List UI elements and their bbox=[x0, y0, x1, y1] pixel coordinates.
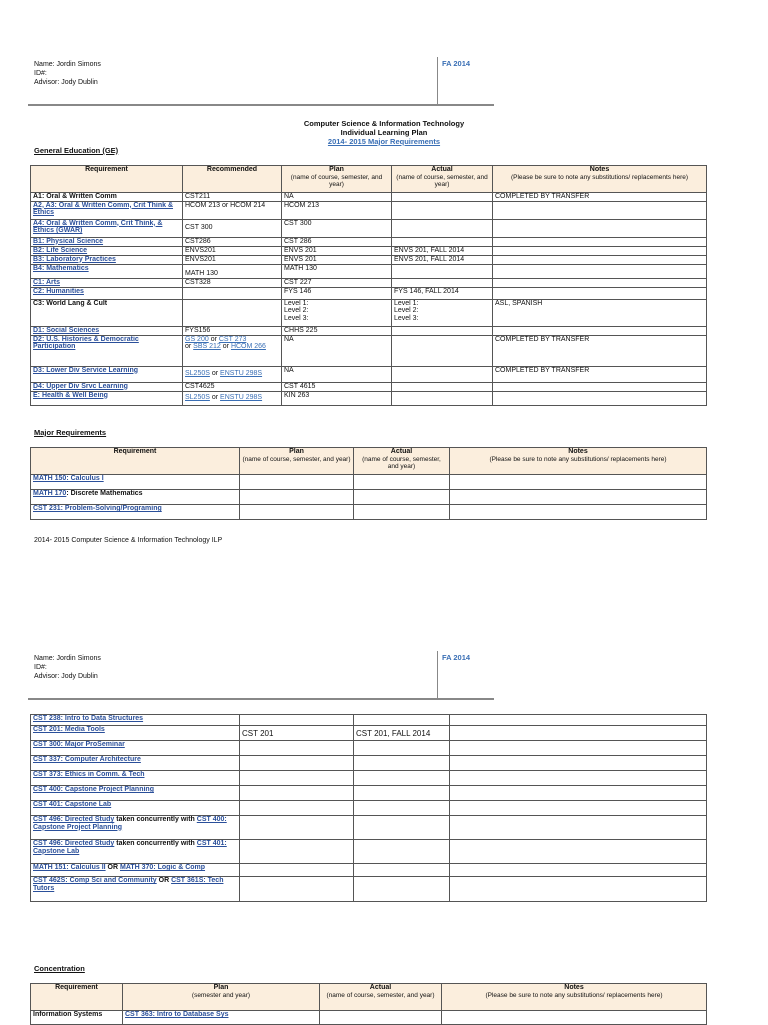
table-row bbox=[31, 382, 707, 391]
ge-table bbox=[30, 165, 707, 406]
table-row bbox=[31, 475, 707, 490]
table-row bbox=[31, 741, 707, 756]
notes-cell[interactable] bbox=[450, 786, 707, 801]
plan-cell[interactable]: NA bbox=[282, 366, 392, 382]
plan-cell[interactable] bbox=[240, 801, 354, 816]
plan-cell[interactable]: CHHS 225 bbox=[282, 326, 392, 335]
notes-cell[interactable] bbox=[450, 715, 707, 726]
table-row bbox=[31, 335, 707, 366]
table-row: MATH 151: Calculus II OR MATH 370: Logic & Comp bbox=[31, 864, 707, 877]
req-link[interactable]: CST 401: Capstone Lab bbox=[33, 801, 112, 808]
advisor-name: Advisor: Jody Dublin bbox=[34, 79, 98, 86]
plan-cell[interactable]: CST 300 bbox=[282, 219, 392, 237]
notes-cell[interactable] bbox=[450, 756, 707, 771]
actual-cell[interactable] bbox=[320, 1011, 442, 1025]
rec-cell: CST328 bbox=[183, 278, 282, 287]
rec-cell bbox=[183, 287, 282, 299]
plan-cell[interactable] bbox=[240, 877, 354, 902]
header-divider-horizontal bbox=[28, 104, 494, 106]
table-row: MATH 170: Discrete Mathematics bbox=[31, 490, 707, 505]
req-link[interactable]: CST 363: Intro to Database Sys bbox=[125, 1011, 229, 1018]
req-link[interactable]: CST 337: Computer Architecture bbox=[33, 756, 141, 763]
table-row bbox=[31, 287, 707, 299]
col-notes: Notes (Please be sure to note any substitutions/ replacements here) bbox=[442, 984, 707, 1011]
req-link[interactable]: MATH 151: Calculus II bbox=[33, 864, 106, 871]
table-row bbox=[31, 786, 707, 801]
rec-cell: ENVS201 bbox=[183, 246, 282, 255]
notes-cell[interactable] bbox=[493, 246, 707, 255]
rec-cell bbox=[183, 299, 282, 326]
plan-cell[interactable]: FYS 146 bbox=[282, 287, 392, 299]
plan-cell[interactable]: Level 1: Level 2: Level 3: bbox=[282, 299, 392, 326]
plan-cell[interactable] bbox=[240, 505, 354, 520]
actual-cell[interactable] bbox=[392, 219, 493, 237]
req-link[interactable]: MATH 170 bbox=[33, 490, 67, 497]
actual-cell[interactable] bbox=[354, 801, 450, 816]
req-link[interactable]: CST 231: Problem-Solving/Programing bbox=[33, 505, 162, 512]
actual-cell[interactable] bbox=[392, 201, 493, 219]
actual-cell[interactable]: FYS 146, FALL 2014 bbox=[392, 287, 493, 299]
actual-cell[interactable]: ENVS 201, FALL 2014 bbox=[392, 246, 493, 255]
req-link[interactable]: MATH 370: Logic & Comp bbox=[120, 864, 206, 871]
rec-cell: ENVS201 bbox=[183, 255, 282, 264]
plan-cell[interactable]: CST 201 bbox=[240, 726, 354, 741]
plan-cell[interactable]: MATH 130 bbox=[282, 264, 392, 278]
actual-cell[interactable] bbox=[392, 335, 493, 366]
table-row bbox=[31, 201, 707, 219]
actual-cell[interactable] bbox=[354, 715, 450, 726]
req-cell: Information Systems bbox=[31, 1011, 123, 1025]
notes-cell[interactable] bbox=[450, 816, 707, 840]
notes-cell[interactable] bbox=[493, 391, 707, 405]
notes-cell[interactable] bbox=[493, 382, 707, 391]
actual-cell[interactable]: CST 201, FALL 2014 bbox=[354, 726, 450, 741]
rec-cell: CST286 bbox=[183, 237, 282, 246]
notes-cell[interactable] bbox=[493, 264, 707, 278]
notes-cell[interactable] bbox=[493, 237, 707, 246]
table-row bbox=[31, 299, 707, 326]
major-header-row bbox=[31, 448, 707, 475]
table-row bbox=[31, 326, 707, 335]
table-row: CST 496: Directed Study taken concurrently with CST 400: Capstone Project Planning bbox=[31, 816, 707, 840]
req-link[interactable]: CST 400: Capstone Project Planning bbox=[33, 816, 227, 831]
student-info-page2 bbox=[34, 654, 101, 681]
student-id: ID#: bbox=[34, 664, 47, 671]
col-plan: Plan (name of course, semester, and year) bbox=[240, 448, 354, 475]
rec-cell: FYS156 bbox=[183, 326, 282, 335]
actual-cell[interactable] bbox=[392, 366, 493, 382]
actual-cell[interactable] bbox=[354, 786, 450, 801]
rec-cell: HCOM 213 or HCOM 214 bbox=[183, 201, 282, 219]
col-notes: Notes (Please be sure to note any substitutions/ replacements here) bbox=[450, 448, 707, 475]
col-actual: Actual (name of course, semester, and year) bbox=[320, 984, 442, 1011]
req-link[interactable]: B2: Life Science bbox=[33, 246, 88, 254]
notes-cell[interactable]: COMPLETED BY TRANSFER bbox=[493, 335, 707, 366]
notes-cell[interactable] bbox=[450, 726, 707, 741]
notes-cell[interactable] bbox=[442, 1011, 707, 1025]
concentration-header-row bbox=[31, 984, 707, 1011]
table-row bbox=[31, 726, 707, 741]
table-row bbox=[31, 1011, 707, 1025]
table-row: CST 496: Directed Study taken concurrently with CST 401: Capstone Lab bbox=[31, 840, 707, 864]
notes-cell[interactable] bbox=[493, 255, 707, 264]
actual-cell[interactable] bbox=[392, 326, 493, 335]
req-link[interactable]: CST 401: Capstone Lab bbox=[33, 840, 227, 855]
plan-cell[interactable] bbox=[240, 741, 354, 756]
notes-cell[interactable]: COMPLETED BY TRANSFER bbox=[493, 366, 707, 382]
title-line-1: Computer Science & Information Technology bbox=[303, 119, 465, 128]
col-recommended: Recommended bbox=[183, 166, 282, 193]
req-link[interactable]: A2, A3: Oral & Written Comm, Crit Think & Ethics bbox=[33, 201, 174, 216]
plan-cell[interactable]: KIN 263 bbox=[282, 391, 392, 405]
plan-cell[interactable] bbox=[240, 771, 354, 786]
title-link[interactable]: 2014- 2015 Major Requirements bbox=[327, 137, 441, 146]
student-info bbox=[34, 60, 101, 87]
notes-cell[interactable] bbox=[493, 201, 707, 219]
major-heading: Major Requirements bbox=[34, 428, 107, 437]
title-line-2: Individual Learning Plan bbox=[340, 128, 428, 137]
plan-cell[interactable]: NA bbox=[282, 193, 392, 202]
notes-cell[interactable]: COMPLETED BY TRANSFER bbox=[493, 193, 707, 202]
col-notes: Notes (Please be sure to note any substitutions/ replacements here) bbox=[493, 166, 707, 193]
req-link[interactable]: B1: Physical Science bbox=[33, 237, 104, 245]
req-cell: A1: Oral & Written Comm bbox=[31, 193, 183, 202]
actual-cell[interactable] bbox=[354, 490, 450, 505]
actual-cell[interactable] bbox=[392, 391, 493, 405]
rec-cell: CST4625 bbox=[183, 382, 282, 391]
rec-cell: CST211 bbox=[183, 193, 282, 202]
rec-cell: SL250S or ENSTU 298S bbox=[183, 391, 282, 405]
notes-cell[interactable] bbox=[450, 741, 707, 756]
table-row bbox=[31, 801, 707, 816]
advisor-name: Advisor: Jody Dublin bbox=[34, 673, 98, 680]
actual-cell[interactable] bbox=[392, 193, 493, 202]
actual-cell[interactable] bbox=[354, 756, 450, 771]
ge-heading: General Education (GE) bbox=[34, 146, 119, 155]
actual-cell[interactable] bbox=[392, 382, 493, 391]
notes-cell[interactable] bbox=[450, 505, 707, 520]
term-label: FA 2014 bbox=[442, 653, 471, 662]
req-link[interactable]: A4: Oral & Written Comm, Crit Think, & Ethics (GWAR) bbox=[33, 219, 163, 234]
plan-cell[interactable]: HCOM 213 bbox=[282, 201, 392, 219]
req-link[interactable]: D2: U.S. Histories & Democratic Participation bbox=[33, 335, 139, 350]
document-title bbox=[284, 119, 484, 146]
col-requirement: Requirement bbox=[31, 166, 183, 193]
plan-cell[interactable]: CST 286 bbox=[282, 237, 392, 246]
table-row bbox=[31, 278, 707, 287]
actual-cell[interactable] bbox=[392, 278, 493, 287]
req-link[interactable]: CST 373: Ethics in Comm. & Tech bbox=[33, 771, 145, 778]
req-link[interactable]: CST 496: Directed Study bbox=[33, 840, 115, 847]
table-row bbox=[31, 756, 707, 771]
plan-cell[interactable] bbox=[240, 756, 354, 771]
actual-cell[interactable] bbox=[354, 475, 450, 490]
table-row bbox=[31, 237, 707, 246]
plan-cell[interactable] bbox=[240, 864, 354, 877]
actual-cell[interactable] bbox=[354, 771, 450, 786]
plan-cell[interactable] bbox=[240, 786, 354, 801]
req-link[interactable]: D1: Social Sciences bbox=[33, 326, 100, 334]
req-link[interactable]: CST 400: Capstone Project Planning bbox=[33, 786, 154, 793]
rec-cell: CST 300 bbox=[183, 219, 282, 237]
actual-cell[interactable] bbox=[354, 877, 450, 902]
plan-cell[interactable] bbox=[240, 840, 354, 864]
col-plan: Plan (semester and year) bbox=[123, 984, 320, 1011]
req-link[interactable]: D4: Upper Div Srvc Learning bbox=[33, 382, 128, 390]
table-row bbox=[31, 771, 707, 786]
actual-cell[interactable] bbox=[354, 505, 450, 520]
req-link[interactable]: C2: Humanities bbox=[33, 287, 84, 295]
plan-cell[interactable]: ENVS 201 bbox=[282, 246, 392, 255]
notes-cell[interactable] bbox=[493, 278, 707, 287]
req-cell: C3: World Lang & Cult bbox=[31, 299, 183, 326]
plan-cell[interactable]: CST 4615 bbox=[282, 382, 392, 391]
plan-cell[interactable] bbox=[240, 490, 354, 505]
actual-cell[interactable] bbox=[354, 864, 450, 877]
actual-cell[interactable]: Level 1: Level 2: Level 3: bbox=[392, 299, 493, 326]
col-requirement: Requirement bbox=[31, 984, 123, 1011]
major-table-continued bbox=[30, 714, 707, 902]
notes-cell[interactable] bbox=[450, 840, 707, 864]
actual-cell[interactable] bbox=[354, 840, 450, 864]
ge-header-row bbox=[31, 166, 707, 193]
header-divider-vertical bbox=[437, 57, 438, 105]
notes-cell[interactable] bbox=[450, 490, 707, 505]
col-plan: Plan (name of course, semester, and year) bbox=[282, 166, 392, 193]
plan-cell[interactable]: ENVS 201 bbox=[282, 255, 392, 264]
plan-cell[interactable]: CST 227 bbox=[282, 278, 392, 287]
table-row bbox=[31, 193, 707, 202]
col-requirement: Requirement bbox=[31, 448, 240, 475]
actual-cell[interactable] bbox=[354, 741, 450, 756]
col-actual: Actual (name of course, semester, and year) bbox=[392, 166, 493, 193]
table-row bbox=[31, 219, 707, 237]
req-link[interactable]: C1: Arts bbox=[33, 278, 60, 286]
table-row bbox=[31, 505, 707, 520]
rec-cell: SL250S or ENSTU 298S bbox=[183, 366, 282, 382]
concentration-table bbox=[30, 983, 707, 1025]
actual-cell[interactable]: ENVS 201, FALL 2014 bbox=[392, 255, 493, 264]
notes-cell[interactable] bbox=[450, 864, 707, 877]
table-row bbox=[31, 264, 707, 278]
rec-cell: MATH 130 bbox=[183, 264, 282, 278]
notes-cell[interactable] bbox=[493, 219, 707, 237]
notes-cell[interactable] bbox=[450, 771, 707, 786]
req-link[interactable]: CST 361S: Tech Tutors bbox=[33, 877, 224, 892]
actual-cell[interactable] bbox=[354, 816, 450, 840]
term-label: FA 2014 bbox=[442, 59, 471, 68]
table-row bbox=[31, 391, 707, 405]
table-row bbox=[31, 255, 707, 264]
req-link[interactable]: B4: Mathematics bbox=[33, 264, 89, 272]
notes-cell[interactable] bbox=[450, 877, 707, 902]
req-link[interactable]: CST 462S: Comp Sci and Community bbox=[33, 877, 157, 884]
plan-cell[interactable] bbox=[240, 715, 354, 726]
req-link[interactable]: CST 238: Intro to Data Structures bbox=[33, 715, 144, 722]
page-footer: 2014- 2015 Computer Science & Information Technology ILP bbox=[34, 537, 223, 544]
header-divider-horizontal bbox=[28, 698, 494, 700]
notes-cell[interactable]: ASL, SPANISH bbox=[493, 299, 707, 326]
req-link[interactable]: CST 201: Media Tools bbox=[33, 726, 105, 733]
req-link[interactable]: CST 300: Major ProSeminar bbox=[33, 741, 125, 748]
student-name: Name: Jordin Simons bbox=[34, 61, 101, 68]
major-table bbox=[30, 447, 707, 520]
req-link[interactable]: MATH 150: Calculus I bbox=[33, 475, 104, 482]
notes-cell[interactable] bbox=[450, 801, 707, 816]
plan-cell[interactable]: NA bbox=[282, 335, 392, 366]
notes-cell[interactable] bbox=[493, 287, 707, 299]
table-row bbox=[31, 366, 707, 382]
student-name: Name: Jordin Simons bbox=[34, 655, 101, 662]
table-row: CST 462S: Comp Sci and Community OR CST 361S: Tech Tutors bbox=[31, 877, 707, 902]
table-row bbox=[31, 715, 707, 726]
req-link[interactable]: CST 496: Directed Study bbox=[33, 816, 115, 823]
actual-cell[interactable] bbox=[392, 237, 493, 246]
rec-cell: GS 200 or CST 273 or SBS 212 or HCOM 266 bbox=[183, 335, 282, 366]
plan-cell[interactable] bbox=[240, 816, 354, 840]
student-id: ID#: bbox=[34, 70, 47, 77]
req-link[interactable]: D3: Lower Div Service Learning bbox=[33, 366, 139, 374]
header-divider-vertical bbox=[437, 651, 438, 699]
col-actual: Actual (name of course, semester, and year) bbox=[354, 448, 450, 475]
notes-cell[interactable] bbox=[450, 475, 707, 490]
plan-cell[interactable] bbox=[240, 475, 354, 490]
notes-cell[interactable] bbox=[493, 326, 707, 335]
actual-cell[interactable] bbox=[392, 264, 493, 278]
concentration-heading: Concentration bbox=[34, 964, 85, 973]
req-link[interactable]: E: Health & Well Being bbox=[33, 391, 108, 399]
table-row bbox=[31, 246, 707, 255]
req-link[interactable]: B3: Laboratory Practices bbox=[33, 255, 116, 263]
